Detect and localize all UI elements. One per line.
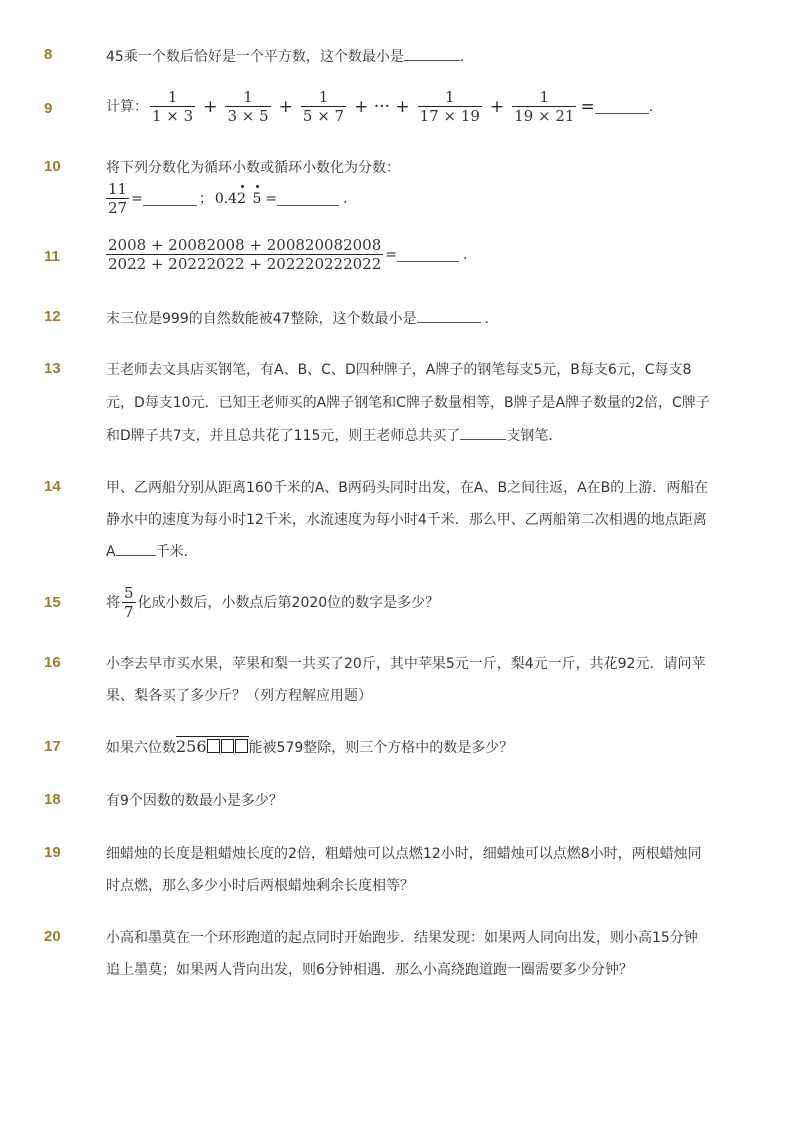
question-label: 计算： <box>106 98 148 115</box>
question-text: 有9个因数的数最小是多少？ <box>106 793 283 809</box>
answer-blank[interactable] <box>116 541 156 556</box>
question-number: 20 <box>44 928 61 945</box>
question-text: 将下列分数化为循环小数或循环小数化为分数： <box>106 160 400 176</box>
repeating-decimal: 0.42 5 <box>214 190 262 207</box>
question-line: 小李去早市买水果，苹果和梨一共买了20斤，其中苹果5元一斤，梨4元一斤，共花92元．请问苹 <box>106 656 706 672</box>
question-line: 甲、乙两船分别从距离160千米的A、B两码头同时出发，在A、B之间往返，A在B的上游．两船在 <box>106 480 709 496</box>
question-line: 元，D每支10元．已知王老师买的A牌子钢笔和C牌子数量相等，B牌子是A牌子数量的2倍，C牌子 <box>106 395 710 411</box>
question-number: 17 <box>44 738 61 755</box>
question-line: 小高和墨莫在一个环形跑道的起点同时开始跑步．结果发现：如果两人同向出发，则小高15分钟 <box>106 930 698 946</box>
equals-sign: = <box>580 96 595 117</box>
fraction: $\frac{1}{5 \times 7}$ <box>302 88 345 125</box>
fraction: $\frac{1}{17 \times 19}$ <box>419 88 480 125</box>
question-number: 14 <box>44 478 61 495</box>
fraction: $\frac{2008 + 20082008 + 200820082008}{2022 + 20222022 + 202220222022}$ <box>108 236 382 273</box>
answer-blank[interactable] <box>277 191 339 206</box>
answer-blank[interactable] <box>143 191 197 206</box>
question-number: 12 <box>44 308 61 325</box>
question-number: 16 <box>44 654 61 671</box>
question-number: 11 <box>44 248 60 265</box>
plus-sign: + <box>278 96 293 117</box>
question-number: 18 <box>44 791 61 808</box>
plus-sign: + <box>203 96 218 117</box>
fraction: $\frac{11}{27}$ <box>108 180 128 217</box>
question-text: 末三位是999的自然数能被47整除，这个数最小是 <box>106 311 417 327</box>
digit-box <box>221 739 234 753</box>
answer-blank[interactable] <box>417 308 481 323</box>
question-number: 9 <box>44 100 53 117</box>
question-number: 10 <box>44 158 61 175</box>
question-number: 15 <box>44 594 61 611</box>
answer-blank[interactable] <box>595 99 649 114</box>
answer-blank[interactable] <box>460 425 506 440</box>
fraction: $\frac{1}{3 \times 5}$ <box>227 88 269 125</box>
plus-sign: + <box>489 96 505 117</box>
question-line: 时点燃，那么多少小时后两根蜡烛剩余长度相等？ <box>106 878 414 894</box>
fraction: $\frac{5}{7}$ <box>124 584 134 621</box>
question-line: 和D牌子共7支，并且总共花了115元，则王老师总共买了 支钢笔． <box>106 420 716 453</box>
question-number: 8 <box>44 46 53 63</box>
question-text: 45乘一个数后恰好是一个平方数，这个数最小是 <box>106 49 404 65</box>
question-number: 19 <box>44 844 61 861</box>
question-text: 能被579整除，则三个方格中的数是多少？ <box>248 740 514 756</box>
ellipsis: + ··· + <box>354 96 410 117</box>
question-text: 化成小数后，小数点后第2020位的数字是多少？ <box>137 594 440 611</box>
question-line: 王老师去文具店买钢笔，有A、B、C、D四种牌子，A牌子的钢笔每支5元，B每支6元，C每支8 <box>106 362 692 378</box>
question-line: 追上墨莫；如果两人背向出发，则6分钟相遇．那么小高绕跑道跑一圈需要多少分钟？ <box>106 962 633 978</box>
fraction: $\frac{1}{19 \times 21}$ <box>514 88 575 125</box>
question-line: 细蜡烛的长度是粗蜡烛长度的2倍，粗蜡烛可以点燃12小时，细蜡烛可以点燃8小时，两根蜡烛同 <box>106 846 702 862</box>
six-digit-number: 256 <box>176 736 249 756</box>
fraction: $\frac{1}{1 \times 3}$ <box>152 88 194 125</box>
answer-blank[interactable] <box>404 46 460 61</box>
answer-blank[interactable] <box>397 247 459 262</box>
digit-box <box>235 739 248 753</box>
question-line: 静水中的速度为每小时12千米，水流速度为每小时4千米．那么甲、乙两船第二次相遇的地点距离 <box>106 512 707 528</box>
question-number: 13 <box>44 360 61 377</box>
digit-box <box>207 739 220 753</box>
question-line: 果、梨各买了多少斤？（列方程解应用题） <box>106 688 372 704</box>
question-line: A 千米． <box>106 536 716 568</box>
